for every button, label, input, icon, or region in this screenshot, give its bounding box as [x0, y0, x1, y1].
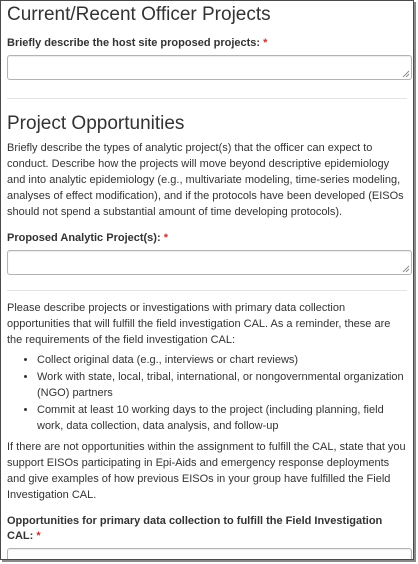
primary-data-textarea[interactable]: [7, 548, 412, 560]
required-marker: *: [163, 231, 168, 244]
field-investigation-intro: Please describe projects or investigations with primary data collection opportunities that will fulfill the field investigation CAL. As a reminder, these are the requirements of the field investigation CAL:: [7, 301, 391, 346]
list-item: • Work with state, local, tribal, international, or nongovernmental organization (NGO) partners: [37, 370, 407, 402]
analytic-projects-label: [7, 231, 407, 245]
analytic-projects-textarea[interactable]: [7, 250, 412, 275]
section-divider: [7, 98, 407, 99]
form-content: [1, 1, 413, 560]
project-opportunities-description: Briefly describe the types of analytic project(s) that the officer can expect to conduct. Describe how the projects will move beyond descriptive epidemiology and into analytic epidemiology (e.g., multivariate modeling, time-series modeling, analyses of effect modification), and if the protocols have been developed (EISOs should not spend a substantial amount of time developing protocols).: [7, 141, 404, 218]
analytic-projects-field-wrap: [7, 250, 412, 275]
analytic-projects-label-text: Proposed Analytic Project(s):: [7, 231, 161, 244]
field-investigation-followup: If there are not opportunities within the assignment to fulfill the CAL, state that you support EISOs participating in Epi-Aids and emergency response deployments and give examples of how previous EISOs in your group have fulfilled the Field Investigation CAL.: [7, 441, 406, 502]
required-marker: *: [263, 36, 268, 49]
list-item: • Collect original data (e.g., interviews or chart reviews): [37, 353, 407, 369]
host-projects-textarea[interactable]: [7, 55, 412, 80]
host-projects-label-text: Briefly describe the host site proposed projects:: [7, 36, 261, 49]
host-projects-label: [7, 36, 407, 50]
section-divider: [7, 290, 407, 291]
section-title-project-opportunities: Project Opportunities: [7, 113, 185, 135]
primary-data-field-wrap: [7, 548, 412, 560]
host-projects-field-wrap: [7, 55, 412, 80]
primary-data-label: [7, 514, 407, 543]
required-marker: *: [36, 529, 41, 542]
primary-data-label-text: Opportunities for primary data collection to fulfill the Field Investigation CAL:: [7, 515, 383, 542]
list-item: • Commit at least 10 working days to the project (including planning, field work, data collection, data analysis, and follow-up: [37, 403, 407, 435]
section-title-current-projects: Current/Recent Officer Projects: [7, 4, 271, 25]
cal-requirements-list: [7, 353, 407, 435]
